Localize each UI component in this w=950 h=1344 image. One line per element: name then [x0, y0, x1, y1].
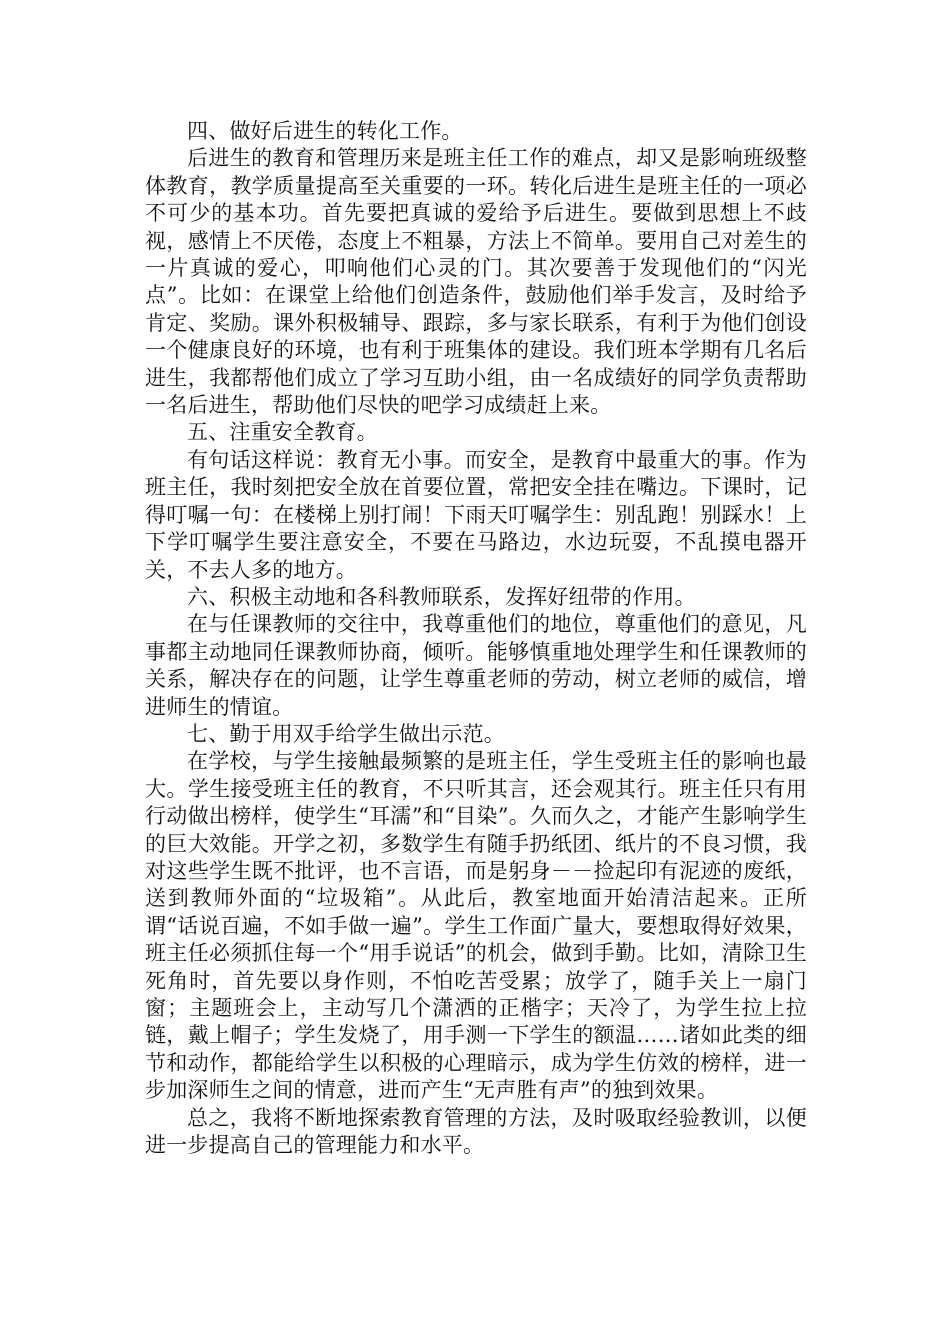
- section-heading: 六、积极主动地和各科教师联系，发挥好纽带的作用。: [187, 584, 696, 609]
- closing-paragraph: 总之，我将不断地探索教育管理的方法，及时吸取经验教训，以便进一步提高自己的管理能力和水平。: [145, 1105, 807, 1158]
- document-body: [145, 118, 807, 1159]
- paragraph: 后进生的教育和管理历来是班主任工作的难点，却又是影响班级整体教育，教学质量提高至关重要的一环。转化后进生是班主任的一项必不可少的基本功。首先要把真诚的爱给予后进生。要做到思想上不歧视，感情上不厌倦，态度上不粗暴，方法上不简单。要用自己对差生的一片真诚的爱心，叩响他们心灵的门。其次要善于发现他们的“闪光点”。比如：在课堂上给他们创造条件，鼓励他们举手发言，及时给予肯定、奖励。课外积极辅导、跟踪，多与家长联系，有利于为他们创设一个健康良好的环境，也有利于班集体的建设。我们班本学期有几名后进生，我都帮他们成立了学习互助小组，由一名成绩好的同学负责帮助一名后进生，帮助他们尽快的吧学习成绩赶上来。: [145, 146, 807, 418]
- section-heading: 五、注重安全教育。: [187, 420, 378, 445]
- paragraph: 在学校，与学生接触最频繁的是班主任，学生受班主任的影响也最大。学生接受班主任的教育，不只听其言，还会观其行。班主任只有用行动做出榜样，使学生“耳濡”和“目染”。久而久之，才能产生影响学生的巨大效能。开学之初，多数学生有随手扔纸团、纸片的不良习惯，我对这些学生既不批评，也不言语，而是躬身－－捡起印有泥迹的废纸，送到教师外面的“垃圾箱”。从此后，教室地面开始清洁起来。正所谓“话说百遍，不如手做一遍”。学生工作面广量大，要想取得好效果，班主任必须抓住每一个“用手说话”的机会，做到手勤。比如，清除卫生死角时，首先要以身作则，不怕吃苦受累；放学了，随手关上一扇门窗；主题班会上，主动写几个潇洒的正楷字；天冷了，为学生拉上拉链，戴上帽子；学生发烧了，用手测一下学生的额温……诸如此类的细节和动作，都能给学生以积极的心理暗示，成为学生仿效的榜样，进一步加深师生之间的情意，进而产生“无声胜有声”的独到效果。: [145, 749, 807, 1103]
- section-heading: 四、做好后进生的转化工作。: [187, 119, 463, 143]
- paragraph: 有句话这样说：教育无小事。而安全，是教育中最重大的事。作为班主任，我时刻把安全放在首要位置，常把安全挂在嘴边。下课时，记得叮嘱一句：在楼梯上别打闹！下雨天叮嘱学生：别乱跑！别踩水！上下学叮嘱学生要注意安全，不要在马路边，水边玩耍，不乱摸电器开关，不去人多的地方。: [145, 447, 807, 582]
- paragraph: 在与任课教师的交往中，我尊重他们的地位，尊重他们的意见，凡事都主动地同任课教师协商，倾听。能够慎重地处理学生和任课教师的关系，解决存在的问题，让学生尊重老师的劳动，树立老师的威信，增进师生的情谊。: [145, 612, 807, 719]
- section-heading: 七、勤于用双手给学生做出示范。: [187, 721, 505, 746]
